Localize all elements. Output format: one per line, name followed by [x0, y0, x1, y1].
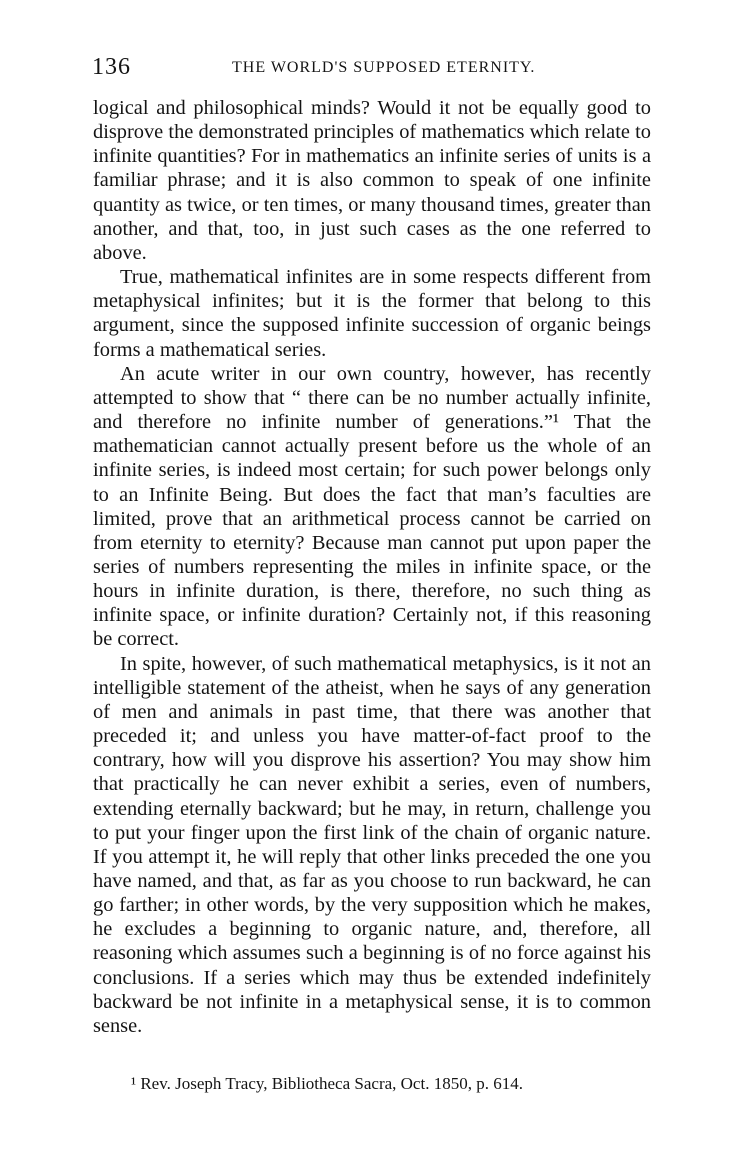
main-text: [93, 96, 651, 1038]
running-title: THE WORLD'S SUPPOSED ETERNITY.: [232, 59, 536, 76]
footnote: ¹ Rev. Joseph Tracy, Bibliotheca Sacra, Oct. 1850, p. 614.: [131, 1074, 523, 1093]
paragraph-1: logical and philosophical minds? Would it not be equally good to disprove the demonstrated principles of mathematics which relate to infinite quantities? For in mathematics an infinite series of units is a familiar phrase; and it is also common to speak of one infinite quantity as twice, or ten times, or many thousand times, greater than another, and that, too, in just such cases as the one referred to above.: [93, 97, 651, 264]
paragraph-2: True, mathematical infinites are in some respects different from metaphysical infinites; but it is the former that belong to this argument, since the supposed infinite succession of organic beings forms a mathematical series.: [93, 266, 651, 361]
paragraph-3: An acute writer in our own country, however, has recently attempted to show that “ there can be no number actually infinite, and therefore no infinite number of generations.”¹ That the mathematician cannot actually present before us the whole of an infinite series, is indeed most certain; for such power belongs only to an Infinite Being. But does the fact that man’s faculties are limited, prove that an arithmetical process cannot be carried on from eternity to eternity? Because man cannot put upon paper the series of numbers representing the miles in infinite space, or the hours in infinite duration, is there, therefore, no such thing as infinite space, or infinite duration? Certainly not, if this reasoning be correct.: [93, 362, 651, 651]
page-header: [92, 52, 662, 82]
paragraph-4: In spite, however, of such mathematical metaphysics, is it not an intelligible statement of the atheist, when he says of any generation of men and animals in past time, that there was another that preceded it; and unless you have matter-of-fact proof to the contrary, how will you disprove his assertion? You may show him that practically he can never exhibit a series, even of numbers, extending eternally backward; but he may, in return, challenge you to put your finger upon the first link of the chain of organic nature. If you attempt it, he will reply that other links preceded the one you have named, and that, as far as you choose to run backward, he can go farther; in other words, by the very supposition which he makes, he excludes a beginning to organic nature, and, therefore, all reasoning which assumes such a beginning is of no force against his conclusions. If a series which may thus be extended indefinitely backward be not infinite in a metaphysical sense, it is to common sense.: [93, 652, 651, 1037]
page-number: 136: [92, 54, 131, 80]
